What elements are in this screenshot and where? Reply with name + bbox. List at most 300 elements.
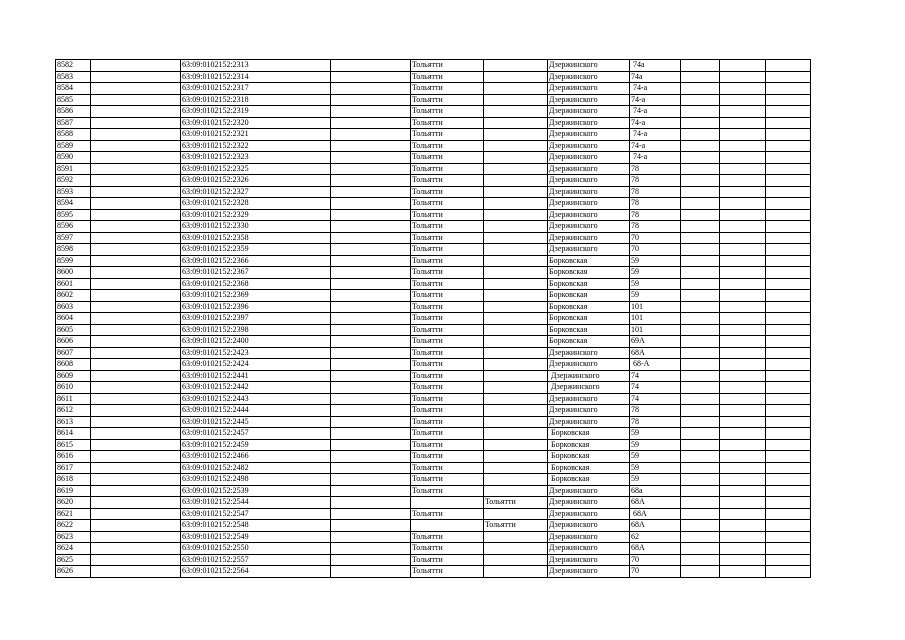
cell-city (411, 520, 484, 532)
cell-blank-col-d (331, 359, 411, 371)
cell-house-number: 101 (630, 313, 681, 325)
cell-blank-col-k (766, 554, 811, 566)
cell-blank-col-k (766, 232, 811, 244)
cell-cadastral-number: 63:09:0102152:2320 (181, 117, 331, 129)
cell-house-number: 78 (630, 163, 681, 175)
cell-blank-col-k (766, 117, 811, 129)
cell-cadastral-number: 63:09:0102152:2548 (181, 520, 331, 532)
cell-city: Тольятти (411, 566, 484, 578)
cell-city: Тольятти (411, 83, 484, 95)
cell-blank-col-k (766, 129, 811, 141)
cell-city-alt (484, 163, 548, 175)
cell-blank-col-d (331, 543, 411, 555)
cell-blank-col-b (91, 313, 181, 325)
cell-cadastral-number: 63:09:0102152:2424 (181, 359, 331, 371)
cell-street: Дзержинского (548, 543, 630, 555)
cell-cadastral-number: 63:09:0102152:2547 (181, 508, 331, 520)
cell-city: Тольятти (411, 485, 484, 497)
cell-blank-col-k (766, 497, 811, 509)
cell-blank-col-b (91, 232, 181, 244)
cell-blank-col-d (331, 60, 411, 72)
cell-blank-col-d (331, 336, 411, 348)
cell-record-number: 8610 (56, 382, 91, 394)
cell-blank-col-j (720, 267, 766, 279)
cell-house-number: 62 (630, 531, 681, 543)
cell-blank-col-i (681, 301, 720, 313)
cell-blank-col-i (681, 347, 720, 359)
cell-city-alt (484, 324, 548, 336)
cell-street: Борковская (548, 267, 630, 279)
cell-record-number: 8593 (56, 186, 91, 198)
cell-city (411, 497, 484, 509)
cell-blank-col-b (91, 152, 181, 164)
cell-city: Тольятти (411, 267, 484, 279)
cell-city-alt (484, 152, 548, 164)
cell-city: Тольятти (411, 405, 484, 417)
cell-record-number: 8587 (56, 117, 91, 129)
cell-blank-col-b (91, 71, 181, 83)
cell-house-number: 68А (630, 497, 681, 509)
cell-street: Дзержинского (548, 382, 630, 394)
cell-city: Тольятти (411, 140, 484, 152)
cell-blank-col-d (331, 255, 411, 267)
cell-blank-col-j (720, 531, 766, 543)
cell-house-number: 59 (630, 439, 681, 451)
cell-street: Борковская (548, 290, 630, 302)
cell-blank-col-i (681, 485, 720, 497)
cell-blank-col-i (681, 416, 720, 428)
table-row (56, 290, 811, 302)
table-row (56, 106, 811, 118)
table-row (56, 129, 811, 141)
cell-blank-col-d (331, 71, 411, 83)
cell-street: Дзержинского (548, 508, 630, 520)
cell-blank-col-k (766, 485, 811, 497)
cell-blank-col-d (331, 405, 411, 417)
cell-blank-col-d (331, 140, 411, 152)
cell-blank-col-k (766, 543, 811, 555)
cell-blank-col-d (331, 393, 411, 405)
cell-blank-col-i (681, 60, 720, 72)
cell-record-number: 8590 (56, 152, 91, 164)
cell-city-alt (484, 451, 548, 463)
cell-house-number: 68А (630, 347, 681, 359)
cell-blank-col-k (766, 198, 811, 210)
cell-house-number: 69А (630, 336, 681, 348)
cell-blank-col-k (766, 462, 811, 474)
cell-blank-col-j (720, 382, 766, 394)
cell-blank-col-j (720, 324, 766, 336)
cell-city-alt (484, 255, 548, 267)
cell-city-alt (484, 209, 548, 221)
cell-city: Тольятти (411, 301, 484, 313)
cell-cadastral-number: 63:09:0102152:2358 (181, 232, 331, 244)
cell-blank-col-b (91, 543, 181, 555)
cell-blank-col-k (766, 428, 811, 440)
cell-cadastral-number: 63:09:0102152:2442 (181, 382, 331, 394)
cell-house-number: 74 (630, 393, 681, 405)
cell-city: Тольятти (411, 129, 484, 141)
cell-cadastral-number: 63:09:0102152:2319 (181, 106, 331, 118)
cell-house-number: 101 (630, 324, 681, 336)
table-row (56, 336, 811, 348)
cell-blank-col-j (720, 175, 766, 187)
cell-blank-col-b (91, 474, 181, 486)
cell-house-number: 68-А (630, 359, 681, 371)
cell-record-number: 8584 (56, 83, 91, 95)
cell-blank-col-j (720, 129, 766, 141)
cell-cadastral-number: 63:09:0102152:2367 (181, 267, 331, 279)
cell-blank-col-d (331, 347, 411, 359)
cell-city-alt (484, 370, 548, 382)
table-row (56, 140, 811, 152)
cell-blank-col-i (681, 508, 720, 520)
cell-blank-col-b (91, 129, 181, 141)
cell-blank-col-j (720, 60, 766, 72)
cell-city: Тольятти (411, 106, 484, 118)
cell-blank-col-b (91, 382, 181, 394)
table-row (56, 71, 811, 83)
cell-city: Тольятти (411, 290, 484, 302)
cell-city-alt (484, 531, 548, 543)
cell-blank-col-k (766, 221, 811, 233)
cell-blank-col-k (766, 508, 811, 520)
table-row (56, 152, 811, 164)
cell-city: Тольятти (411, 336, 484, 348)
cell-street: Дзержинского (548, 140, 630, 152)
cell-cadastral-number: 63:09:0102152:2457 (181, 428, 331, 440)
cell-record-number: 8609 (56, 370, 91, 382)
cell-city-alt (484, 232, 548, 244)
cell-street: Дзержинского (548, 359, 630, 371)
cell-blank-col-i (681, 255, 720, 267)
cell-blank-col-i (681, 324, 720, 336)
cell-street: Дзержинского (548, 554, 630, 566)
cell-city: Тольятти (411, 543, 484, 555)
cell-city-alt (484, 244, 548, 256)
cell-blank-col-j (720, 370, 766, 382)
cell-blank-col-j (720, 71, 766, 83)
cell-city-alt (484, 485, 548, 497)
cell-record-number: 8618 (56, 474, 91, 486)
cell-city-alt (484, 278, 548, 290)
cell-record-number: 8626 (56, 566, 91, 578)
cell-city: Тольятти (411, 508, 484, 520)
table-row (56, 255, 811, 267)
cell-city: Тольятти (411, 416, 484, 428)
cell-blank-col-d (331, 232, 411, 244)
cell-cadastral-number: 63:09:0102152:2396 (181, 301, 331, 313)
cell-record-number: 8613 (56, 416, 91, 428)
cell-record-number: 8589 (56, 140, 91, 152)
cell-cadastral-number: 63:09:0102152:2549 (181, 531, 331, 543)
cell-house-number: 101 (630, 301, 681, 313)
cell-street: Борковская (548, 324, 630, 336)
cell-record-number: 8616 (56, 451, 91, 463)
cell-blank-col-d (331, 324, 411, 336)
table-row (56, 462, 811, 474)
cell-blank-col-i (681, 520, 720, 532)
cell-record-number: 8614 (56, 428, 91, 440)
cell-street: Дзержинского (548, 520, 630, 532)
cell-cadastral-number: 63:09:0102152:2498 (181, 474, 331, 486)
cell-blank-col-k (766, 278, 811, 290)
table-row (56, 324, 811, 336)
cell-blank-col-j (720, 405, 766, 417)
cell-blank-col-k (766, 336, 811, 348)
table-row (56, 474, 811, 486)
cell-city: Тольятти (411, 209, 484, 221)
cell-city-alt (484, 267, 548, 279)
cell-house-number: 74-а (630, 94, 681, 106)
cell-cadastral-number: 63:09:0102152:2369 (181, 290, 331, 302)
table-row (56, 416, 811, 428)
cell-city: Тольятти (411, 244, 484, 256)
cell-record-number: 8596 (56, 221, 91, 233)
cell-street: Дзержинского (548, 497, 630, 509)
cell-record-number: 8588 (56, 129, 91, 141)
cell-blank-col-k (766, 416, 811, 428)
cell-blank-col-i (681, 140, 720, 152)
cell-blank-col-b (91, 198, 181, 210)
registry-table (55, 59, 811, 578)
cell-blank-col-d (331, 370, 411, 382)
cell-record-number: 8619 (56, 485, 91, 497)
table-row (56, 94, 811, 106)
cell-blank-col-b (91, 267, 181, 279)
cell-blank-col-b (91, 186, 181, 198)
cell-cadastral-number: 63:09:0102152:2325 (181, 163, 331, 175)
cell-house-number: 78 (630, 186, 681, 198)
cell-blank-col-d (331, 267, 411, 279)
cell-city-alt (484, 186, 548, 198)
cell-city-alt (484, 198, 548, 210)
cell-blank-col-i (681, 152, 720, 164)
table-row (56, 186, 811, 198)
cell-blank-col-b (91, 508, 181, 520)
cell-blank-col-k (766, 209, 811, 221)
cell-blank-col-k (766, 405, 811, 417)
cell-blank-col-i (681, 370, 720, 382)
cell-blank-col-k (766, 382, 811, 394)
table-row (56, 347, 811, 359)
cell-house-number: 70 (630, 566, 681, 578)
cell-house-number: 59 (630, 290, 681, 302)
cell-city-alt (484, 359, 548, 371)
cell-record-number: 8622 (56, 520, 91, 532)
cell-blank-col-k (766, 359, 811, 371)
cell-record-number: 8595 (56, 209, 91, 221)
cell-city-alt (484, 129, 548, 141)
cell-blank-col-b (91, 462, 181, 474)
cell-house-number: 74 (630, 370, 681, 382)
cell-blank-col-d (331, 129, 411, 141)
cell-record-number: 8612 (56, 405, 91, 417)
cell-blank-col-j (720, 474, 766, 486)
cell-city: Тольятти (411, 462, 484, 474)
cell-record-number: 8598 (56, 244, 91, 256)
cell-blank-col-i (681, 405, 720, 417)
cell-blank-col-b (91, 405, 181, 417)
cell-street: Борковская (548, 451, 630, 463)
cell-cadastral-number: 63:09:0102152:2317 (181, 83, 331, 95)
cell-city: Тольятти (411, 175, 484, 187)
cell-blank-col-d (331, 497, 411, 509)
cell-house-number: 78 (630, 416, 681, 428)
cell-blank-col-d (331, 209, 411, 221)
cell-street: Дзержинского (548, 531, 630, 543)
cell-house-number: 78 (630, 175, 681, 187)
cell-house-number: 74а (630, 60, 681, 72)
cell-blank-col-b (91, 370, 181, 382)
table-row (56, 83, 811, 95)
cell-blank-col-k (766, 140, 811, 152)
cell-blank-col-j (720, 255, 766, 267)
table-row (56, 520, 811, 532)
cell-cadastral-number: 63:09:0102152:2321 (181, 129, 331, 141)
table-body (56, 60, 811, 578)
cell-blank-col-d (331, 520, 411, 532)
cell-record-number: 8583 (56, 71, 91, 83)
cell-blank-col-b (91, 554, 181, 566)
cell-blank-col-k (766, 566, 811, 578)
cell-house-number: 74-а (630, 129, 681, 141)
cell-record-number: 8591 (56, 163, 91, 175)
cell-street: Борковская (548, 462, 630, 474)
cell-blank-col-i (681, 543, 720, 555)
cell-record-number: 8608 (56, 359, 91, 371)
table-row (56, 405, 811, 417)
cell-cadastral-number: 63:09:0102152:2482 (181, 462, 331, 474)
cell-blank-col-d (331, 531, 411, 543)
cell-record-number: 8592 (56, 175, 91, 187)
table-row (56, 267, 811, 279)
cell-blank-col-d (331, 451, 411, 463)
cell-street: Дзержинского (548, 370, 630, 382)
table-row (56, 543, 811, 555)
cell-city-alt (484, 543, 548, 555)
cell-blank-col-d (331, 221, 411, 233)
table-row (56, 393, 811, 405)
cell-street: Дзержинского (548, 393, 630, 405)
cell-blank-col-b (91, 278, 181, 290)
cell-blank-col-d (331, 163, 411, 175)
cell-record-number: 8620 (56, 497, 91, 509)
cell-blank-col-b (91, 336, 181, 348)
cell-blank-col-j (720, 209, 766, 221)
cell-city-alt (484, 290, 548, 302)
cell-cadastral-number: 63:09:0102152:2544 (181, 497, 331, 509)
cell-blank-col-k (766, 290, 811, 302)
cell-city-alt (484, 140, 548, 152)
table-row (56, 428, 811, 440)
cell-record-number: 8603 (56, 301, 91, 313)
cell-street: Дзержинского (548, 117, 630, 129)
cell-record-number: 8597 (56, 232, 91, 244)
cell-blank-col-i (681, 117, 720, 129)
cell-blank-col-j (720, 221, 766, 233)
cell-street: Дзержинского (548, 405, 630, 417)
cell-street: Дзержинского (548, 416, 630, 428)
cell-city-alt (484, 336, 548, 348)
cell-house-number: 74-а (630, 83, 681, 95)
cell-city: Тольятти (411, 531, 484, 543)
cell-blank-col-j (720, 244, 766, 256)
cell-cadastral-number: 63:09:0102152:2359 (181, 244, 331, 256)
table-row (56, 531, 811, 543)
cell-street: Дзержинского (548, 221, 630, 233)
cell-blank-col-i (681, 474, 720, 486)
cell-city: Тольятти (411, 474, 484, 486)
cell-blank-col-d (331, 198, 411, 210)
cell-city: Тольятти (411, 186, 484, 198)
cell-city-alt (484, 301, 548, 313)
cell-cadastral-number: 63:09:0102152:2398 (181, 324, 331, 336)
cell-record-number: 8625 (56, 554, 91, 566)
cell-house-number: 68А (630, 543, 681, 555)
cell-street: Дзержинского (548, 198, 630, 210)
cell-cadastral-number: 63:09:0102152:2368 (181, 278, 331, 290)
cell-blank-col-j (720, 543, 766, 555)
cell-blank-col-b (91, 347, 181, 359)
cell-street: Дзержинского (548, 347, 630, 359)
table-row (56, 278, 811, 290)
cell-cadastral-number: 63:09:0102152:2397 (181, 313, 331, 325)
cell-blank-col-k (766, 474, 811, 486)
cell-city-alt (484, 393, 548, 405)
cell-blank-col-j (720, 359, 766, 371)
cell-blank-col-i (681, 163, 720, 175)
cell-blank-col-b (91, 531, 181, 543)
cell-blank-col-i (681, 290, 720, 302)
cell-record-number: 8594 (56, 198, 91, 210)
cell-street: Борковская (548, 336, 630, 348)
cell-city-alt (484, 175, 548, 187)
cell-street: Борковская (548, 428, 630, 440)
cell-blank-col-i (681, 336, 720, 348)
cell-street: Дзержинского (548, 152, 630, 164)
cell-blank-col-i (681, 221, 720, 233)
cell-blank-col-j (720, 336, 766, 348)
cell-blank-col-d (331, 186, 411, 198)
cell-house-number: 59 (630, 451, 681, 463)
cell-blank-col-k (766, 244, 811, 256)
cell-city-alt (484, 508, 548, 520)
table-row (56, 244, 811, 256)
cell-blank-col-k (766, 71, 811, 83)
cell-blank-col-k (766, 324, 811, 336)
cell-city-alt (484, 347, 548, 359)
cell-city: Тольятти (411, 232, 484, 244)
cell-cadastral-number: 63:09:0102152:2443 (181, 393, 331, 405)
cell-city: Тольятти (411, 451, 484, 463)
cell-blank-col-k (766, 393, 811, 405)
cell-city-alt (484, 83, 548, 95)
cell-street: Дзержинского (548, 71, 630, 83)
cell-cadastral-number: 63:09:0102152:2329 (181, 209, 331, 221)
cell-blank-col-b (91, 566, 181, 578)
cell-cadastral-number: 63:09:0102152:2327 (181, 186, 331, 198)
table-row (56, 451, 811, 463)
cell-blank-col-k (766, 451, 811, 463)
cell-street: Борковская (548, 278, 630, 290)
cell-blank-col-k (766, 163, 811, 175)
cell-blank-col-d (331, 566, 411, 578)
cell-blank-col-j (720, 313, 766, 325)
cell-city: Тольятти (411, 94, 484, 106)
cell-blank-col-k (766, 439, 811, 451)
cell-blank-col-j (720, 566, 766, 578)
